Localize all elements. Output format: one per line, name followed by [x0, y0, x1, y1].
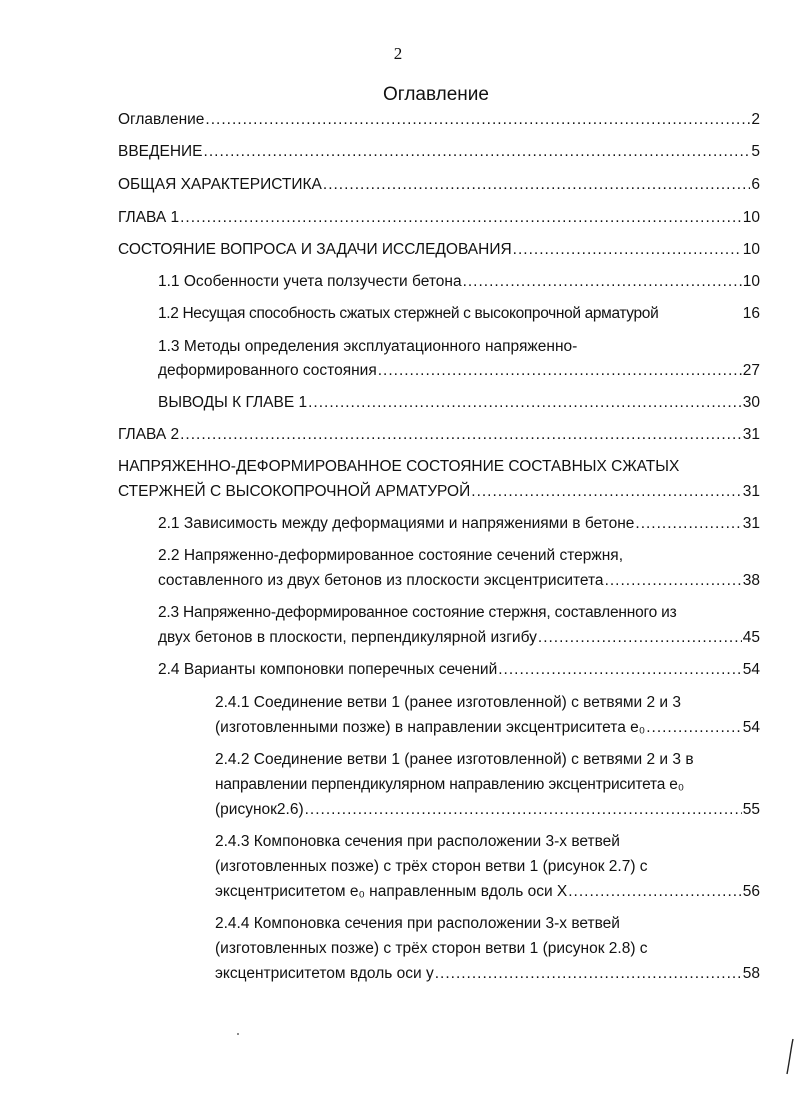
toc-entry-2-4-3-line-1[interactable]	[215, 830, 760, 854]
toc-entry-label: ГЛАВА 1	[118, 209, 180, 226]
toc-entry-label: эксцентриситетом e₀ направленным вдоль оси X	[215, 883, 568, 900]
toc-entry-stress-strain-state-line-1[interactable]	[118, 455, 760, 479]
toc-entry-label: 2.4.2 Соединение ветви 1 (ранее изготовленной) с ветвями 2 и 3 в	[215, 751, 694, 768]
toc-entry-label: Оглавление	[118, 111, 205, 128]
toc-entry-2-4[interactable]	[158, 658, 760, 682]
toc-entry-label: 1.3 Методы определения эксплуатационного напряженно-	[158, 338, 578, 355]
toc-page-number: 2	[751, 111, 760, 128]
toc-leader-dots	[180, 423, 742, 447]
toc-page-number: 10	[742, 209, 760, 226]
toc-entry-2-4-3-line-2[interactable]	[215, 855, 760, 879]
toc-page-number: 56	[742, 883, 760, 900]
toc-entry-2-3-line-2[interactable]	[158, 626, 760, 650]
toc-page-number: 54	[742, 719, 760, 736]
toc-leader-dots	[635, 512, 741, 536]
toc-leader-dots	[646, 716, 742, 740]
toc-entry-2-4-3-line-3[interactable]	[215, 880, 760, 904]
toc-leader-dots	[308, 391, 742, 415]
toc-entry-2-1[interactable]	[158, 512, 760, 536]
toc-page-number: 38	[742, 572, 760, 589]
toc-entry-1-3-line-1[interactable]	[158, 335, 760, 359]
toc-entry-label: (рисунок2.6)	[215, 801, 304, 818]
toc-entry-2-4-2-line-2[interactable]	[215, 773, 760, 797]
toc-entry-label: (изготовленными позже) в направлении эксцентриситета e₀	[215, 719, 646, 736]
toc-entry-introduction[interactable]	[118, 140, 760, 164]
toc-page-number: 58	[742, 965, 760, 982]
toc-entry-label: деформированного состояния	[158, 362, 377, 379]
toc-entry-2-2-line-1[interactable]	[158, 544, 760, 568]
toc-entry-2-4-4-line-2[interactable]	[215, 937, 760, 961]
toc-entry-state-of-question[interactable]	[118, 238, 760, 262]
toc-entry-label: СОСТОЯНИЕ ВОПРОСА И ЗАДАЧИ ИССЛЕДОВАНИЯ	[118, 241, 512, 258]
toc-leader-dots	[463, 270, 742, 294]
scan-speck	[237, 1033, 239, 1035]
toc-leader-dots	[180, 206, 742, 230]
toc-page-number: 55	[742, 801, 760, 818]
toc-leader-dots	[498, 658, 742, 682]
toc-entry-contents[interactable]	[118, 108, 760, 132]
toc-page-number: 30	[742, 394, 760, 411]
toc-page-number: 10	[742, 273, 760, 290]
toc-entry-label: двух бетонов в плоскости, перпендикулярной изгибу	[158, 629, 537, 646]
pen-stroke-mark	[785, 1038, 795, 1078]
toc-leader-dots	[538, 626, 742, 650]
toc-page-number: 10	[742, 241, 760, 258]
toc-leader-dots	[605, 569, 742, 593]
toc-leader-dots	[305, 798, 742, 822]
toc-leader-dots	[435, 962, 742, 986]
toc-entry-2-4-1-line-1[interactable]	[215, 691, 760, 715]
toc-leader-dots	[471, 480, 741, 504]
toc-leader-dots	[204, 140, 751, 164]
toc-entry-2-4-2-line-3[interactable]	[215, 798, 760, 822]
toc-entry-2-4-4-line-1[interactable]	[215, 912, 760, 936]
toc-leader-dots	[378, 359, 742, 383]
toc-entry-label: 2.4.4 Компоновка сечения при расположении 3-х ветвей	[215, 915, 620, 932]
toc-entry-label: ВВЕДЕНИЕ	[118, 143, 203, 160]
toc-entry-conclusions-chapter-1[interactable]	[158, 391, 760, 415]
toc-entry-label: 2.3 Напряженно-деформированное состояние стержня, составленного из	[158, 604, 677, 621]
toc-entry-label: эксцентриситетом вдоль оси у	[215, 965, 434, 982]
toc-entry-label: 2.1 Зависимость между деформациями и напряжениями в бетоне	[158, 515, 635, 532]
toc-entry-label: 2.2 Напряженно-деформированное состояние сечений стержня,	[158, 547, 624, 564]
toc-entry-2-4-1-line-2[interactable]	[215, 716, 760, 740]
toc-entry-label: 1.2 Несущая способность сжатых стержней с высокопрочной арматурой	[158, 305, 659, 322]
toc-page-number: 31	[742, 483, 760, 500]
toc-leader-dots	[568, 880, 742, 904]
toc-page-number: 27	[742, 362, 760, 379]
toc-page-number: 6	[751, 176, 760, 193]
toc-entry-label: 2.4 Варианты компоновки поперечных сечений	[158, 661, 498, 678]
toc-page-number: 16	[742, 305, 760, 322]
toc-entry-label: 2.4.3 Компоновка сечения при расположении 3-х ветвей	[215, 833, 620, 850]
page-title: Оглавление	[383, 84, 489, 105]
toc-entry-1-3-line-2[interactable]	[158, 359, 760, 383]
toc-entry-label: 2.4.1 Соединение ветви 1 (ранее изготовленной) с ветвями 2 и 3	[215, 694, 682, 711]
toc-entry-general-characteristics[interactable]	[118, 173, 760, 197]
toc-page-number: 45	[742, 629, 760, 646]
toc-entry-2-4-2-line-1[interactable]	[215, 748, 760, 772]
toc-leader-dots	[513, 238, 742, 262]
toc-entry-2-3-line-1[interactable]	[158, 601, 760, 625]
toc-entry-2-4-4-line-3[interactable]	[215, 962, 760, 986]
toc-entry-label: НАПРЯЖЕННО-ДЕФОРМИРОВАННОЕ СОСТОЯНИЕ СОСТАВНЫХ СЖАТЫХ	[118, 458, 680, 475]
toc-entry-label: 1.1 Особенности учета ползучести бетона	[158, 273, 462, 290]
toc-entry-1-1[interactable]	[158, 270, 760, 294]
toc-page-number: 31	[742, 426, 760, 443]
toc-entry-1-2[interactable]	[158, 302, 760, 326]
toc-entry-label: ОБЩАЯ ХАРАКТЕРИСТИКА	[118, 176, 322, 193]
toc-entry-label: (изготовленных позже) с трёх сторон ветви 1 (рисунок 2.7) с	[215, 858, 648, 875]
toc-entry-label: СТЕРЖНЕЙ С ВЫСОКОПРОЧНОЙ АРМАТУРОЙ	[118, 483, 471, 500]
toc-leader-dots	[323, 173, 750, 197]
toc-page-number: 31	[742, 515, 760, 532]
toc-entry-chapter-1[interactable]	[118, 206, 760, 230]
toc-entry-label: (изготовленных позже) с трёх сторон ветви 1 (рисунок 2.8) с	[215, 940, 648, 957]
toc-entry-chapter-2[interactable]	[118, 423, 760, 447]
toc-leader-dots	[205, 108, 750, 132]
toc-entry-label: ГЛАВА 2	[118, 426, 180, 443]
toc-entry-label: ВЫВОДЫ К ГЛАВЕ 1	[158, 394, 308, 411]
toc-entry-stress-strain-state-line-2[interactable]	[118, 480, 760, 504]
toc-entry-2-2-line-2[interactable]	[158, 569, 760, 593]
page-number: 2	[393, 44, 403, 63]
toc-entry-label: направлении перпендикулярном направлению эксцентриситета e₀	[215, 776, 684, 793]
toc-entry-label: составленного из двух бетонов из плоскости эксцентриситета	[158, 572, 604, 589]
toc-page-number: 5	[751, 143, 760, 160]
toc-page-number: 54	[742, 661, 760, 678]
